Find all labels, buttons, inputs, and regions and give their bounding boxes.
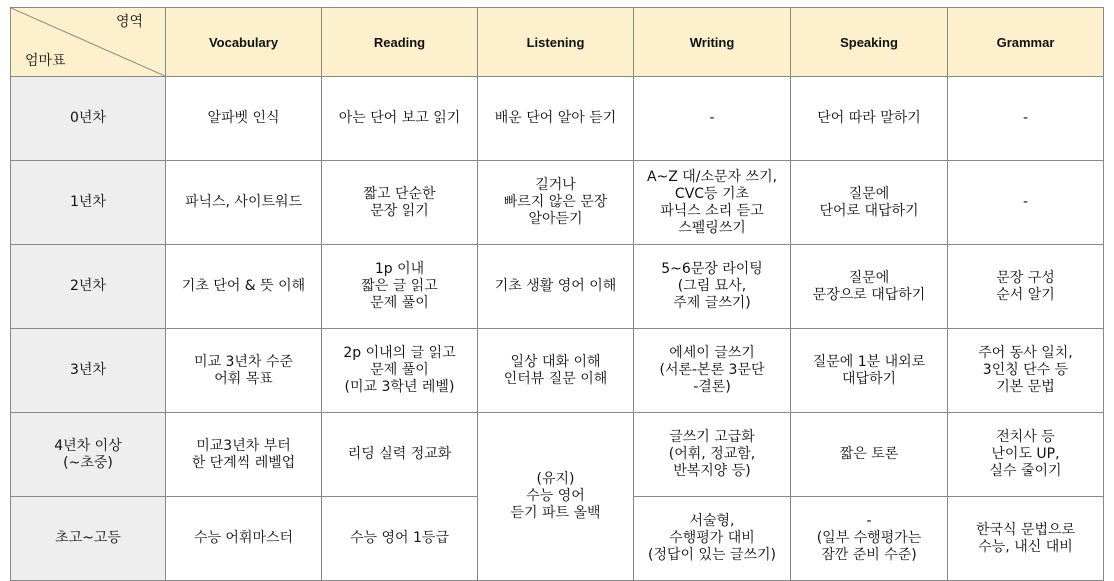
corner-header-cell (11, 8, 166, 77)
header-row (11, 8, 1104, 77)
row-label: 1년차 (11, 161, 166, 245)
speaking-cell: 질문에 문장으로 대답하기 (791, 245, 948, 329)
corner-label-mom: 엄마표 (25, 53, 66, 69)
grammar-cell: - (948, 77, 1104, 161)
vocabulary-cell: 파닉스, 사이트워드 (166, 161, 322, 245)
vocabulary-cell: 수능 어휘마스터 (166, 497, 322, 581)
listening-cell: 기초 생활 영어 이해 (478, 245, 634, 329)
column-header-listening: Listening (478, 8, 634, 77)
table-row (11, 77, 1104, 161)
table-row (11, 245, 1104, 329)
writing-cell: 5~6문장 라이팅 (그림 묘사, 주제 글쓰기) (634, 245, 791, 329)
speaking-cell: 짧은 토론 (791, 413, 948, 497)
speaking-cell: - (일부 수행평가는 잠깐 준비 수준) (791, 497, 948, 581)
listening-cell: 일상 대화 이해 인터뷰 질문 이해 (478, 329, 634, 413)
table-row (11, 161, 1104, 245)
vocabulary-cell: 미교 3년차 수준 어휘 목표 (166, 329, 322, 413)
reading-cell: 아는 단어 보고 읽기 (322, 77, 478, 161)
row-label: 초고~고등 (11, 497, 166, 581)
row-label: 4년차 이상 (~초중) (11, 413, 166, 497)
row-label: 2년차 (11, 245, 166, 329)
corner-label-area: 영역 (115, 14, 143, 30)
row-label: 3년차 (11, 329, 166, 413)
grammar-cell: 문장 구성 순서 알기 (948, 245, 1104, 329)
writing-cell: A~Z 대/소문자 쓰기, CVC등 기초 파닉스 소리 듣고 스펠링쓰기 (634, 161, 791, 245)
vocabulary-cell: 미교3년차 부터 한 단계씩 레벨업 (166, 413, 322, 497)
writing-cell: - (634, 77, 791, 161)
writing-cell: 서술형, 수행평가 대비 (정답이 있는 글쓰기) (634, 497, 791, 581)
speaking-cell: 질문에 단어로 대답하기 (791, 161, 948, 245)
curriculum-table (10, 7, 1104, 581)
listening-cell: 배운 단어 알아 듣기 (478, 77, 634, 161)
row-label: 0년차 (11, 77, 166, 161)
grammar-cell: 전치사 등 난이도 UP, 실수 줄이기 (948, 413, 1104, 497)
reading-cell: 2p 이내의 글 읽고 문제 풀이 (미교 3학년 레벨) (322, 329, 478, 413)
column-header-speaking: Speaking (791, 8, 948, 77)
column-header-writing: Writing (634, 8, 791, 77)
table-row (11, 329, 1104, 413)
reading-cell: 짧고 단순한 문장 읽기 (322, 161, 478, 245)
writing-cell: 에세이 글쓰기 (서론-본론 3문단 -결론) (634, 329, 791, 413)
grammar-cell: 주어 동사 일치, 3인칭 단수 등 기본 문법 (948, 329, 1104, 413)
reading-cell: 1p 이내 짧은 글 읽고 문제 풀이 (322, 245, 478, 329)
reading-cell: 수능 영어 1등급 (322, 497, 478, 581)
speaking-cell: 단어 따라 말하기 (791, 77, 948, 161)
writing-cell: 글쓰기 고급화 (어휘, 정교함, 반복지양 등) (634, 413, 791, 497)
column-header-vocabulary: Vocabulary (166, 8, 322, 77)
grammar-cell: - (948, 161, 1104, 245)
speaking-cell: 질문에 1분 내외로 대답하기 (791, 329, 948, 413)
column-header-grammar: Grammar (948, 8, 1104, 77)
vocabulary-cell: 기초 단어 & 뜻 이해 (166, 245, 322, 329)
listening-merged-cell: (유지) 수능 영어 듣기 파트 올백 (478, 413, 634, 581)
column-header-reading: Reading (322, 8, 478, 77)
grammar-cell: 한국식 문법으로 수능, 내신 대비 (948, 497, 1104, 581)
table-row (11, 413, 1104, 497)
reading-cell: 리딩 실력 정교화 (322, 413, 478, 497)
listening-cell: 길거나 빠르지 않은 문장 알아듣기 (478, 161, 634, 245)
vocabulary-cell: 알파벳 인식 (166, 77, 322, 161)
